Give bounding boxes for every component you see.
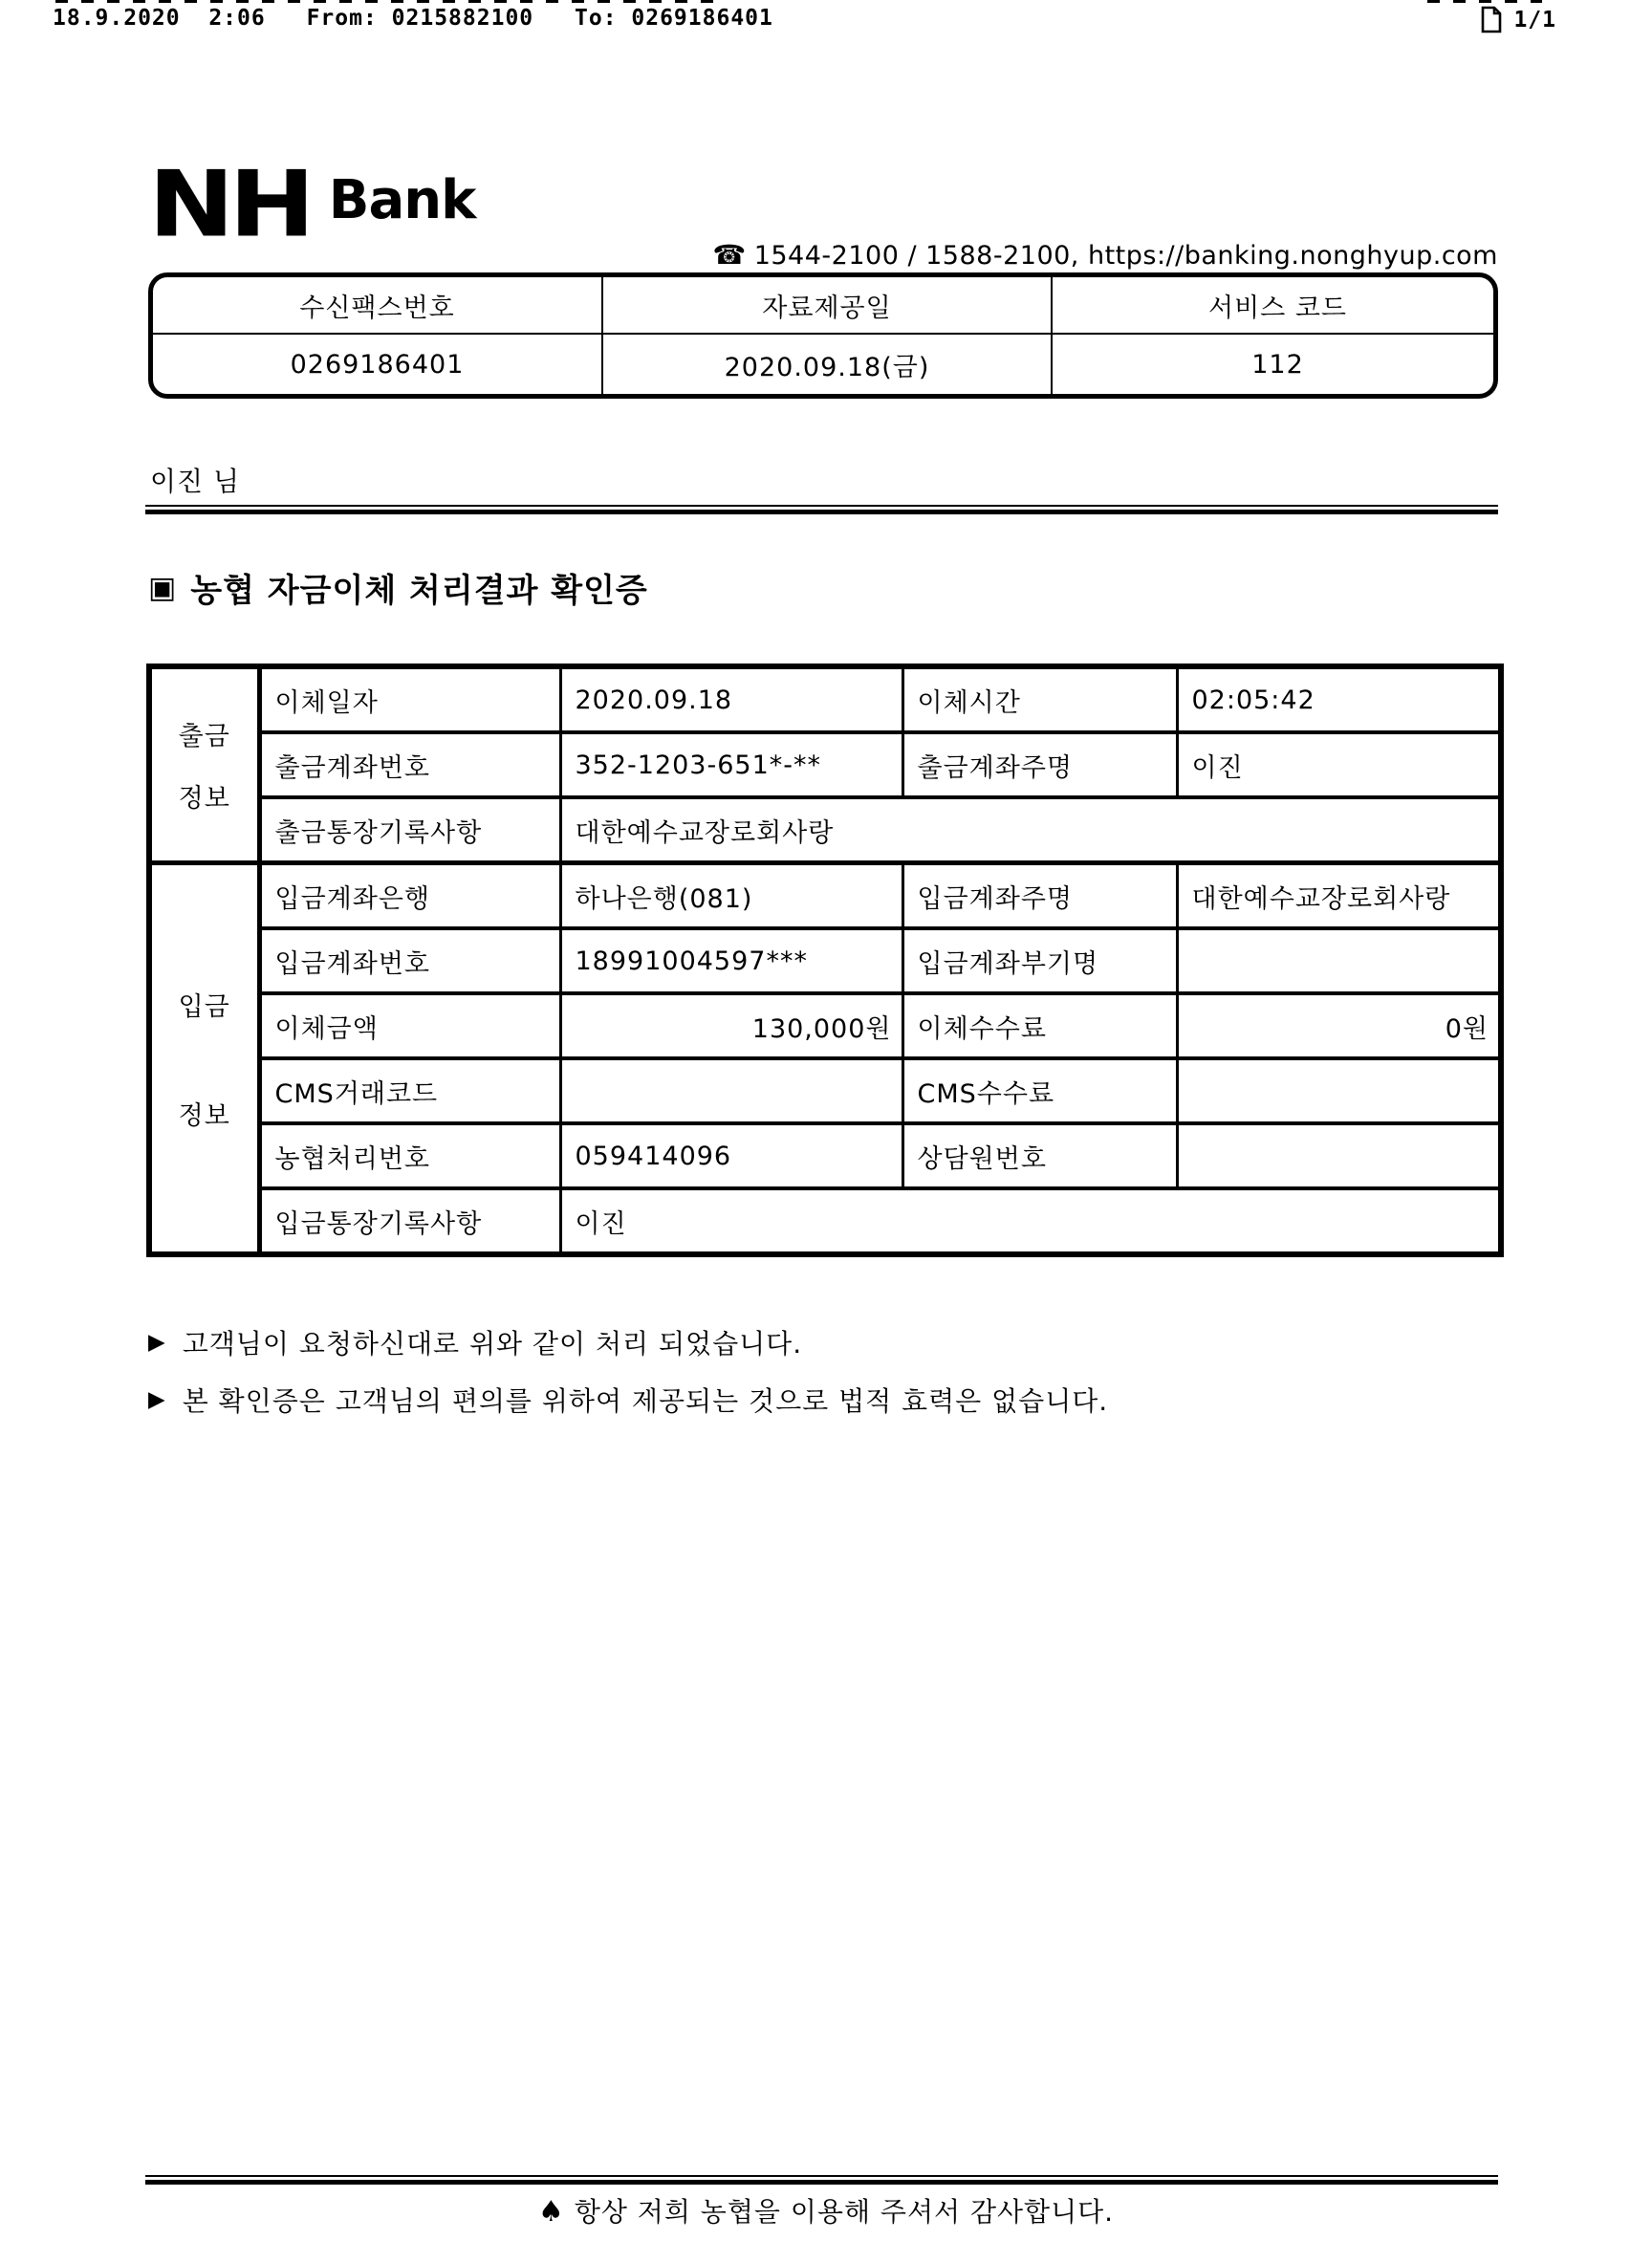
field-value [1177,1123,1501,1188]
meta-header-service-code: 서비스 코드 [1052,277,1498,334]
scan-artifact [1427,0,1542,3]
transfer-result-table [146,664,1504,1257]
note-text: 본 확인증은 고객님의 편의를 위하여 제공되는 것으로 법적 효력은 없습니다. [182,1385,1109,1417]
field-value: 하나은행(081) [560,863,902,929]
group-label-withdraw [149,666,259,863]
field-value [1177,928,1501,993]
table-row [149,1123,1501,1188]
meta-value-fax-number: 0269186401 [290,349,465,380]
fax-transmission-header [53,6,1556,33]
field-label: 이체금액 [259,993,560,1058]
group-label-line: 출금 [178,722,230,751]
field-value: 02:05:42 [1177,666,1501,732]
recipient-name: 이진 님 [150,466,241,497]
meta-value-service-code: 112 [1052,334,1498,394]
bank-logo-text: Bank [328,169,476,232]
note-bullet-icon: ▶ [148,1330,166,1355]
title-marker-icon: ▣ [148,570,178,605]
group-label-line: 정보 [178,1100,230,1131]
field-value: 130,000원 [560,993,902,1058]
field-label: 입금통장기록사항 [259,1188,560,1254]
spade-icon: ♠ [537,2195,565,2229]
table-row [149,993,1501,1058]
group-label-line: 정보 [178,784,230,814]
group-label-deposit [149,863,259,1255]
field-value [1177,1058,1501,1123]
top-divider [145,505,1498,514]
meta-value-provide-date: 2020.09.18(금) [602,334,1052,394]
bottom-divider [145,2175,1498,2185]
note-item [148,1323,802,1361]
page-title: 농협 자금이체 처리결과 확인증 [190,572,648,610]
table-row [149,732,1501,797]
note-bullet-icon: ▶ [148,1387,166,1412]
field-label: 입금계좌주명 [902,863,1177,929]
note-text: 고객님이 요청하신대로 위와 같이 처리 되었습니다. [182,1328,803,1360]
field-value: 이진 [560,1188,1501,1254]
field-value: 352-1203-651*-** [560,732,902,797]
field-label: 입금계좌번호 [259,928,560,993]
footer-thanks [0,2191,1652,2230]
field-label: 출금계좌번호 [259,732,560,797]
fax-to-number: To: 0269186401 [575,6,773,31]
note-item [148,1381,1108,1419]
field-label: CMS거래코드 [259,1058,560,1123]
field-label: 이체시간 [902,666,1177,732]
table-row [149,863,1501,929]
page-icon [1481,6,1502,33]
field-value [560,1058,902,1123]
nh-logo-text: NH [148,152,310,258]
field-label: 농협처리번호 [259,1123,560,1188]
page-count: 1/1 [1513,7,1556,33]
field-label: 입금계좌부기명 [902,928,1177,993]
meta-header-fax-number: 수신팩스번호 [153,277,602,334]
meta-header-provide-date: 자료제공일 [602,277,1052,334]
fax-header-right [1481,6,1556,33]
table-row [149,1188,1501,1254]
table-row [149,797,1501,863]
fax-from-number: From: 0215882100 [306,6,534,31]
group-label-line: 입금 [178,991,230,1022]
field-label: 상담원번호 [902,1123,1177,1188]
field-value: 18991004597*** [560,928,902,993]
table-row [149,1058,1501,1123]
field-value: 2020.09.18 [560,666,902,732]
field-label: CMS수수료 [902,1058,1177,1123]
field-label: 출금계좌주명 [902,732,1177,797]
document-title [148,564,648,611]
field-value: 0원 [1177,993,1501,1058]
scan-artifact [55,0,715,3]
field-label: 이체수수료 [902,993,1177,1058]
field-value: 이진 [1177,732,1501,797]
fax-header-left [53,6,800,31]
fax-meta-table [148,272,1498,399]
table-row [149,928,1501,993]
table-row [149,666,1501,732]
field-value: 대한예수교장로회사랑 [1177,863,1501,929]
bank-contact-line [712,239,1498,271]
field-label: 입금계좌은행 [259,863,560,929]
footer-text: 항상 저희 농협을 이용해 주셔서 감사합니다. [574,2196,1115,2228]
field-value: 059414096 [560,1123,902,1188]
bank-logo [148,152,476,258]
field-value: 대한예수교장로회사랑 [560,797,1501,863]
phone-icon: ☎ [712,239,747,271]
field-label: 출금통장기록사항 [259,797,560,863]
bank-contact-text: 1544-2100 / 1588-2100, https://banking.nonghyup.com [753,241,1498,271]
field-label: 이체일자 [259,666,560,732]
fax-datetime: 18.9.2020 2:06 [53,6,266,31]
